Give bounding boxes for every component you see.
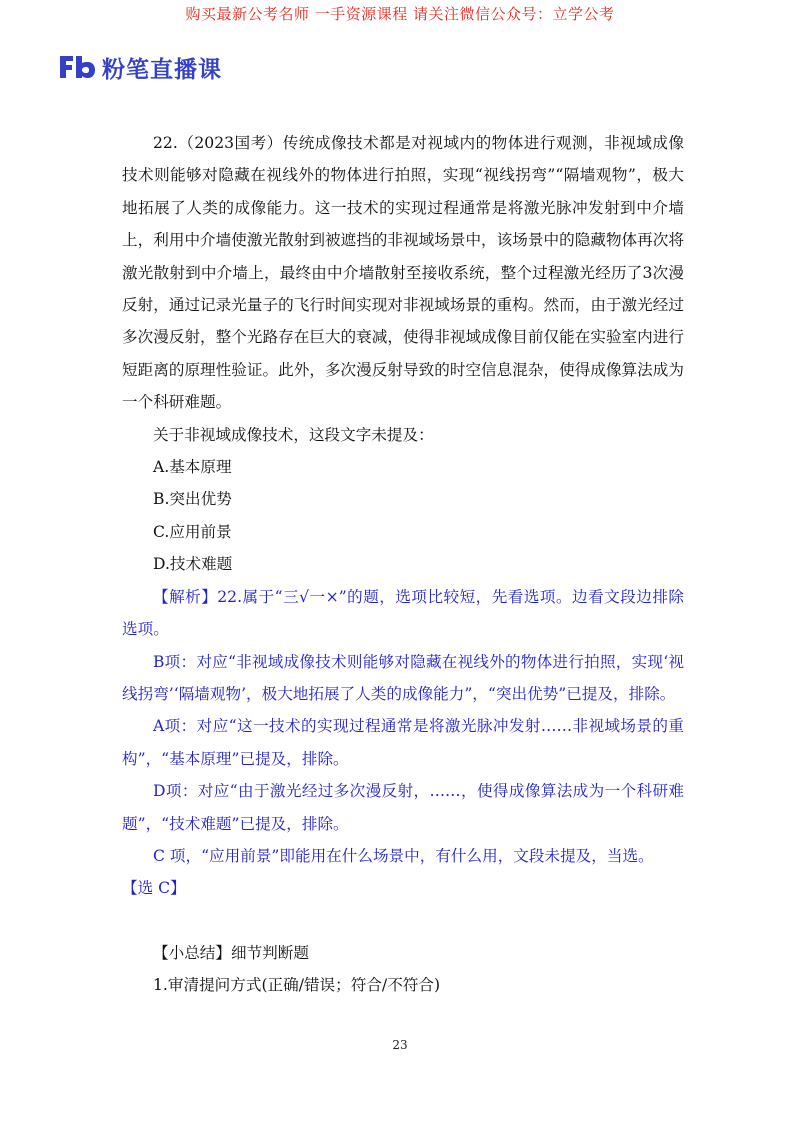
analysis-item-c: C 项，“应用前景”即能用在什么场景中，有什么用，文段未提及，当选。 [153, 846, 654, 865]
brand-logo [58, 52, 222, 82]
question-number: 22. [153, 134, 178, 152]
question-stem [122, 127, 684, 419]
option-c: C.应用前景 [153, 522, 232, 541]
question-prompt: 关于非视域成像技术，这段文字未提及： [153, 425, 434, 444]
option-b: B.突出优势 [153, 490, 232, 509]
analysis-item-d: D项：对应“由于激光经过多次漫反射，……，使得成像算法成为一个科研难题”，“技术难题”已提及，排除。 [122, 782, 684, 833]
top-banner: 购买最新公考名师 一手资源课程 请关注微信公众号：立学公考 [185, 5, 615, 23]
question-text: （2023国考）传统成像技术都是对视域内的物体进行观测，非视域成像技术则能够对隐藏在视线外的物体进行拍照，实现“视线拐弯”“隔墙观物”，极大地拓展了人类的成像能力。这一技术的实现过程通常是将激光脉冲发射到中介墙上，利用中介墙使激光散射到被遮挡的非视域场景中，该场景中的隐藏物体再次将激光散射到中介墙上，最终由中介墙散射至接收系统，整个过程激光经历了3次漫反射，通过记录光量子的飞行时间实现对非视域场景的重构。然而，由于激光经过多次漫反射，整个光路存在巨大的衰减，使得非视域成像目前仅能在实验室内进行短距离的原理性验证。此外，多次漫反射导致的时空信息混杂，使得成像算法成为一个科研难题。 [122, 134, 684, 412]
main-content [122, 127, 684, 1002]
summary-title: 【小总结】细节判断题 [153, 943, 309, 962]
brand-name: 粉笔直播课 [102, 56, 222, 83]
option-d: D.技术难题 [153, 555, 233, 574]
analysis-item-b: B项：对应“非视域成像技术则能够对隐藏在视线外的物体进行拍照，实现‘视线拐弯’‘隔墙观物’，极大地拓展了人类的成像能力”，“突出优势”已提及，排除。 [122, 652, 684, 703]
fb-logo-icon [58, 54, 96, 80]
analysis-intro: 【解析】22.属于“三√一×”的题，选项比较短，先看选项。边看文段边排除选项。 [122, 587, 684, 639]
summary-point-1: 1.审清提问方式(正确/错误；符合/不符合) [153, 976, 441, 995]
analysis-item-a: A项：对应“这一技术的实现过程通常是将激光脉冲发射……非视域场景的重构”，“基本原理”已提及，排除。 [122, 717, 684, 768]
answer: 【选 C】 [122, 879, 186, 898]
page-number: 23 [392, 1038, 408, 1052]
option-a: A.基本原理 [153, 458, 232, 477]
